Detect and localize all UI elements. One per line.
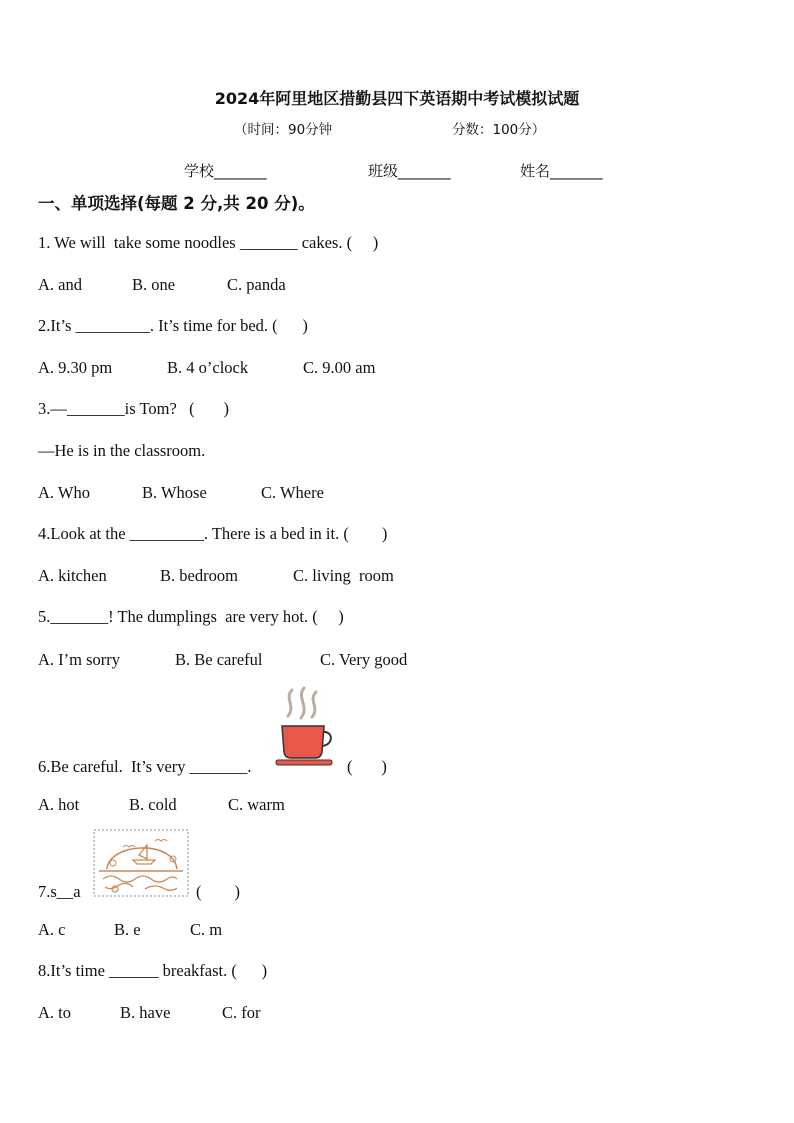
q2-option-b: B. 4 o’clock	[167, 358, 249, 377]
q4-option-c: C. living room	[293, 566, 394, 585]
question-6-paren: ( )	[347, 757, 387, 776]
q5-option-c: C. Very good	[320, 650, 408, 669]
q7-option-a: A. c	[38, 920, 66, 939]
question-3-answer-line: —He is in the classroom.	[38, 441, 206, 460]
name-field: 姓名_______	[520, 162, 603, 180]
section-heading: 一、单项选择(每题 2 分,共 20 分)。	[38, 194, 315, 213]
class-field: 班级_______	[368, 162, 451, 180]
question-3: 3.—_______is Tom? ( )	[38, 399, 230, 418]
q6-option-c: C. warm	[228, 795, 285, 814]
q6-option-a: A. hot	[38, 795, 80, 814]
q8-option-c: C. for	[222, 1003, 261, 1022]
school-field: 学校_______	[184, 162, 267, 180]
question-1: 1. We will take some noodles _______ cakes. ( )	[38, 233, 379, 252]
q4-option-a: A. kitchen	[38, 566, 107, 585]
exam-time: （时间：90分钟	[234, 122, 333, 138]
q1-option-c: C. panda	[227, 275, 286, 294]
exam-score: 分数：100分）	[452, 122, 546, 138]
q5-option-a: A. I’m sorry	[38, 650, 121, 669]
question-8: 8.It’s time ______ breakfast. ( )	[38, 961, 268, 980]
q1-option-a: A. and	[38, 275, 82, 294]
question-2: 2.It’s _________. It’s time for bed. ( )	[38, 316, 308, 335]
q6-option-b: B. cold	[129, 795, 177, 814]
question-7-paren: ( )	[196, 882, 240, 901]
hot-cup-icon	[274, 686, 338, 770]
q3-option-a: A. Who	[38, 483, 90, 502]
question-6: 6.Be careful. It’s very _______.	[38, 757, 252, 776]
sea-sketch-icon	[93, 829, 189, 897]
q2-option-a: A. 9.30 pm	[38, 358, 113, 377]
q8-option-b: B. have	[120, 1003, 171, 1022]
q2-option-c: C. 9.00 am	[303, 358, 376, 377]
question-5: 5._______! The dumplings are very hot. ( )	[38, 607, 344, 626]
q7-option-b: B. e	[114, 920, 141, 939]
q3-option-b: B. Whose	[142, 483, 207, 502]
q5-option-b: B. Be careful	[175, 650, 263, 669]
question-7: 7.s__a	[38, 882, 81, 901]
exam-title: 2024年阿里地区措勤县四下英语期中考试模拟试题	[214, 89, 580, 108]
q7-option-c: C. m	[190, 920, 223, 939]
q4-option-b: B. bedroom	[160, 566, 238, 585]
question-4: 4.Look at the _________. There is a bed in it. ( )	[38, 524, 388, 543]
q1-option-b: B. one	[132, 275, 176, 294]
q3-option-c: C. Where	[261, 483, 324, 502]
q8-option-a: A. to	[38, 1003, 71, 1022]
